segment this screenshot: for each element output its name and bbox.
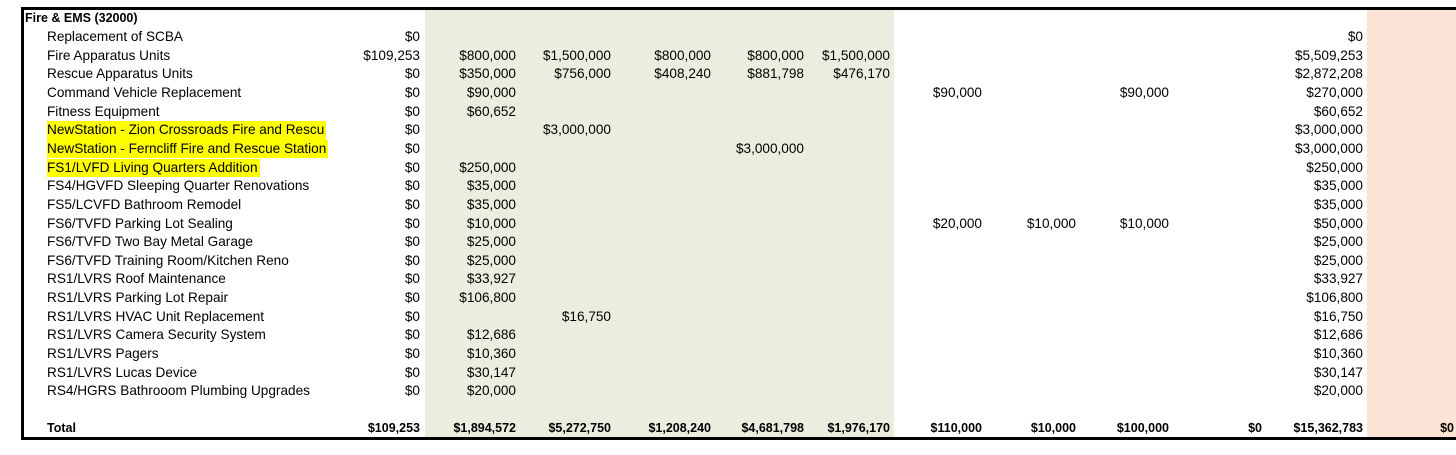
amount-cell: $408,240 <box>654 66 711 82</box>
amount-cell: $0 <box>404 215 420 231</box>
amount-cell: $60,652 <box>466 103 516 119</box>
amount-cell: $20,000 <box>466 383 516 399</box>
table-row <box>24 140 1456 159</box>
amount-cell: $60,652 <box>1313 103 1363 119</box>
table-row <box>24 28 1456 47</box>
row-label: FS1/LVFD Living Quarters Addition <box>47 159 260 178</box>
amount-cell: $106,800 <box>1306 290 1363 306</box>
amount-cell: $20,000 <box>1313 383 1363 399</box>
total-amount: $15,362,783 <box>1293 421 1363 435</box>
row-label: NewStation - Zion Crossroads Fire and Rescu <box>47 121 326 140</box>
amount-cell: $0 <box>404 122 420 138</box>
total-label: Total <box>47 421 76 435</box>
row-label: NewStation - Ferncliff Fire and Rescue Station <box>47 140 328 159</box>
row-label: Command Vehicle Replacement <box>47 84 242 100</box>
table-row <box>24 364 1456 383</box>
amount-cell: $1,500,000 <box>821 47 890 63</box>
total-amount: $100,000 <box>1116 421 1169 435</box>
row-label: Rescue Apparatus Units <box>47 66 193 82</box>
total-amount: $0 <box>1248 421 1262 435</box>
table-row <box>24 215 1456 234</box>
row-label: RS1/LVRS Parking Lot Repair <box>47 290 229 306</box>
row-label: RS4/HGRS Bathrooom Plumbing Upgrades <box>47 383 310 399</box>
amount-cell: $0 <box>404 271 420 287</box>
table-row <box>24 289 1456 308</box>
row-label: RS1/LVRS Lucas Device <box>47 364 198 380</box>
total-amount: $1,208,240 <box>648 421 711 435</box>
amount-cell: $10,360 <box>1313 346 1363 362</box>
row-label: RS1/LVRS Roof Maintenance <box>47 271 226 287</box>
amount-cell: $33,927 <box>466 271 516 287</box>
table-row <box>24 270 1456 289</box>
row-label: FS5/LCVFD Bathroom Remodel <box>47 196 242 212</box>
total-amount: $10,000 <box>1030 421 1076 435</box>
total-amount: $109,253 <box>367 421 420 435</box>
row-label: FS6/TVFD Training Room/Kitchen Reno <box>47 252 289 268</box>
amount-cell: $0 <box>404 327 420 343</box>
table-row <box>24 84 1456 103</box>
table-row <box>24 382 1456 401</box>
amount-cell: $35,000 <box>1313 178 1363 194</box>
amount-cell: $0 <box>404 178 420 194</box>
amount-cell: $250,000 <box>1306 159 1363 175</box>
table-row <box>24 121 1456 140</box>
amount-cell: $5,509,253 <box>1294 47 1363 63</box>
amount-cell: $16,750 <box>561 308 611 324</box>
amount-cell: $16,750 <box>1313 308 1363 324</box>
table-row <box>24 308 1456 327</box>
amount-cell: $50,000 <box>1313 215 1363 231</box>
total-amount: $4,681,798 <box>741 421 804 435</box>
row-label: FS6/TVFD Parking Lot Sealing <box>47 215 233 231</box>
amount-cell: $800,000 <box>654 47 711 63</box>
amount-cell: $25,000 <box>1313 252 1363 268</box>
amount-cell: $0 <box>404 140 420 156</box>
total-amount: $0 <box>1440 421 1454 435</box>
table-row <box>24 233 1456 252</box>
amount-cell: $2,872,208 <box>1294 66 1363 82</box>
amount-cell: $0 <box>404 196 420 212</box>
total-amount: $1,894,572 <box>453 421 516 435</box>
amount-cell: $10,000 <box>1119 215 1169 231</box>
amount-cell: $3,000,000 <box>1294 140 1363 156</box>
amount-cell: $800,000 <box>747 47 804 63</box>
amount-cell: $25,000 <box>1313 234 1363 250</box>
amount-cell: $881,798 <box>747 66 804 82</box>
row-label: FS4/HGVFD Sleeping Quarter Renovations <box>47 178 310 194</box>
amount-cell: $800,000 <box>459 47 516 63</box>
spreadsheet <box>21 7 1456 440</box>
total-amount: $110,000 <box>930 421 982 435</box>
amount-cell: $0 <box>404 66 420 82</box>
amount-cell: $476,170 <box>833 66 890 82</box>
table-row <box>24 103 1456 122</box>
table-row <box>24 159 1456 178</box>
amount-cell: $12,686 <box>466 327 516 343</box>
amount-cell: $0 <box>404 234 420 250</box>
total-amount: $5,272,750 <box>548 421 611 435</box>
table-row <box>24 65 1456 84</box>
amount-cell: $90,000 <box>932 84 982 100</box>
amount-cell: $0 <box>404 383 420 399</box>
amount-cell: $109,253 <box>363 47 420 63</box>
section-title: Fire & EMS (32000) <box>25 11 138 25</box>
amount-cell: $3,000,000 <box>735 140 804 156</box>
amount-cell: $25,000 <box>466 252 516 268</box>
row-label: Fitness Equipment <box>47 103 160 119</box>
table-row <box>24 47 1456 66</box>
amount-cell: $0 <box>1347 29 1363 44</box>
amount-cell: $3,000,000 <box>1294 122 1363 138</box>
row-label: Fire Apparatus Units <box>47 47 171 63</box>
table-row <box>24 177 1456 196</box>
table-row <box>24 345 1456 364</box>
amount-cell: $0 <box>404 308 420 324</box>
row-label: RS1/LVRS Camera Security System <box>47 327 266 343</box>
amount-cell: $270,000 <box>1306 84 1363 100</box>
amount-cell: $0 <box>404 103 420 119</box>
row-label: FS6/TVFD Two Bay Metal Garage <box>47 234 253 250</box>
amount-cell: $30,147 <box>466 364 516 380</box>
row-label: RS1/LVRS Pagers <box>47 346 159 362</box>
amount-cell: $10,000 <box>466 215 516 231</box>
row-label: RS1/LVRS HVAC Unit Replacement <box>47 308 265 324</box>
amount-cell: $33,927 <box>1313 271 1363 287</box>
amount-cell: $756,000 <box>554 66 611 82</box>
total-amount: $1,976,170 <box>827 421 890 435</box>
amount-cell: $10,000 <box>1026 215 1076 231</box>
amount-cell: $10,360 <box>466 346 516 362</box>
amount-cell: $35,000 <box>466 178 516 194</box>
amount-cell: $1,500,000 <box>542 47 611 63</box>
total-row <box>24 419 1456 438</box>
amount-cell: $25,000 <box>466 234 516 250</box>
amount-cell: $0 <box>404 364 420 380</box>
amount-cell: $90,000 <box>466 84 516 100</box>
amount-cell: $0 <box>404 346 420 362</box>
amount-cell: $350,000 <box>459 66 516 82</box>
amount-cell: $3,000,000 <box>542 122 611 138</box>
amount-cell: $35,000 <box>466 196 516 212</box>
amount-cell: $106,800 <box>459 290 516 306</box>
amount-cell: $30,147 <box>1313 364 1363 380</box>
amount-cell: $12,686 <box>1313 327 1363 343</box>
amount-cell: $20,000 <box>932 215 982 231</box>
amount-cell: $0 <box>404 252 420 268</box>
table-row <box>24 252 1456 271</box>
amount-cell: $0 <box>404 159 420 175</box>
amount-cell: $250,000 <box>459 159 516 175</box>
table-row <box>24 326 1456 345</box>
amount-cell: $0 <box>404 290 420 306</box>
amount-cell: $35,000 <box>1313 196 1363 212</box>
amount-cell: $0 <box>404 84 420 100</box>
amount-cell: $0 <box>404 29 420 44</box>
table-row <box>24 196 1456 215</box>
amount-cell: $90,000 <box>1119 84 1169 100</box>
row-label: Replacement of SCBA <box>47 29 184 44</box>
